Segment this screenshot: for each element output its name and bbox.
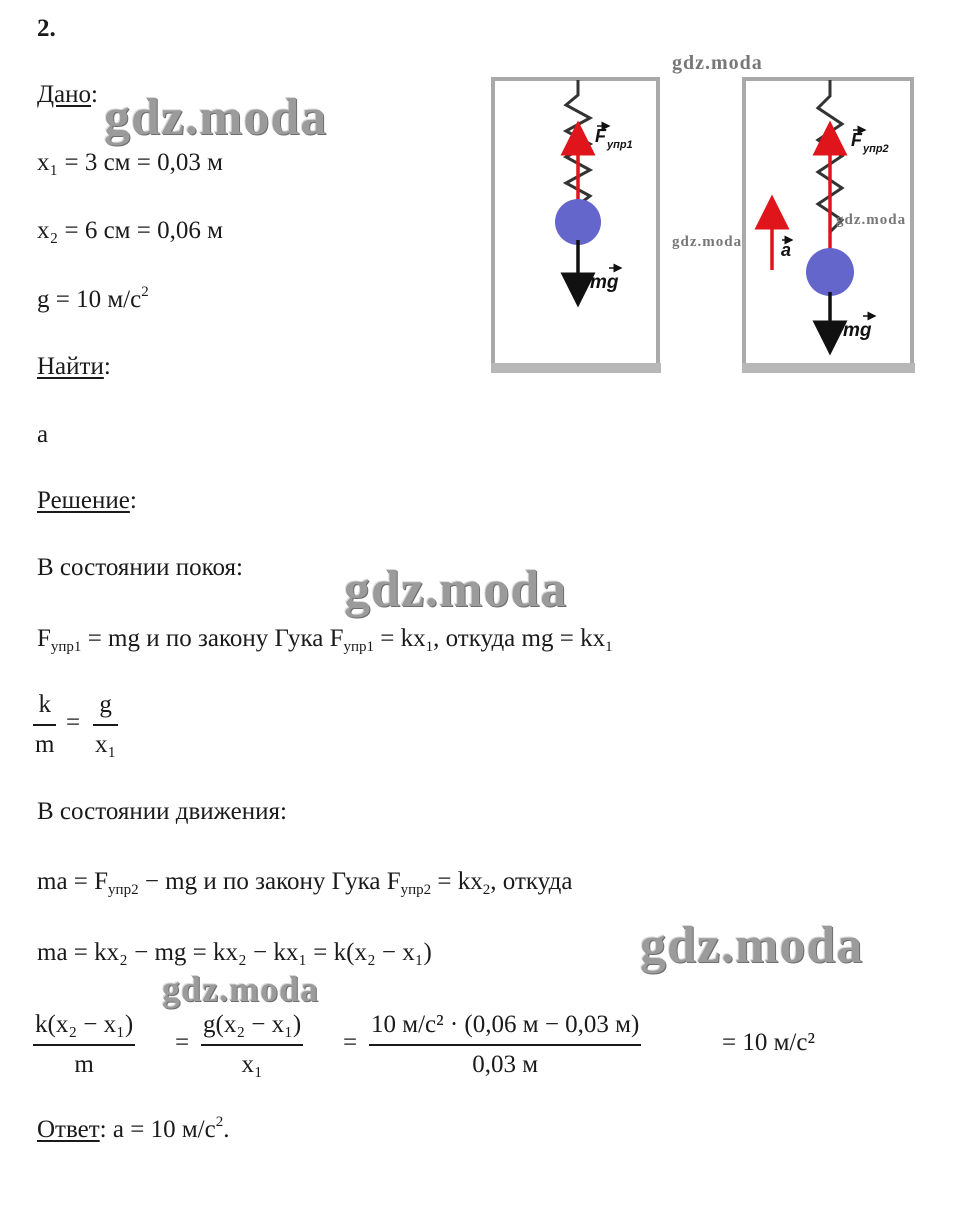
watermark-7: gdz.moda bbox=[162, 969, 320, 1009]
given-label: Дано: bbox=[37, 81, 98, 108]
rest-equation: $F_{упр1}$ = mg и по закону Гука $F_{упр1} = kx_1$, откуда mg = $kx_1$ bbox=[37, 625, 613, 655]
solution-label: Решение: bbox=[37, 487, 137, 514]
watermark-5: gdz.moda bbox=[344, 561, 568, 618]
motion-equation-1: ma = $F_{упр2}$ − mg и по закону Гука $F_{упр2} = kx_2$, откуда bbox=[37, 868, 573, 898]
given-g: g = 10 $м/с^2$ bbox=[37, 284, 149, 313]
left-force-sub: упр1 bbox=[607, 139, 633, 151]
final-fraction-3: 10 м/с² · (0,06 м − 0,03 м) 0,03 м bbox=[371, 1011, 640, 1078]
left-ball bbox=[555, 199, 601, 245]
watermark-4: gdz.moda bbox=[836, 212, 907, 228]
answer: Ответ: a = 10 $м/с^2$. bbox=[37, 1114, 230, 1143]
final-equals-2: = bbox=[343, 1029, 358, 1056]
task-number: 2. bbox=[37, 15, 56, 42]
ratio-k-m: k m bbox=[35, 691, 55, 758]
find-label: Найти: bbox=[37, 353, 111, 380]
motion-heading: В состоянии движения: bbox=[37, 798, 287, 825]
given-x1: x₁ = 3 см = 0,03 м bbox=[37, 149, 223, 176]
right-force-label: F bbox=[851, 130, 862, 150]
ratio-g-x1: g x₁ bbox=[95, 691, 117, 758]
right-force-sub: упр2 bbox=[863, 143, 889, 155]
watermark-6: gdz.moda bbox=[640, 917, 864, 974]
ratio-equals: = bbox=[66, 709, 81, 736]
find-value: a bbox=[37, 421, 49, 448]
watermark-2: gdz.moda bbox=[672, 52, 763, 74]
final-fraction-2: g(x₂ − x₁) x₁ bbox=[203, 1011, 302, 1078]
final-equals-1: = bbox=[175, 1029, 190, 1056]
accel-label: a bbox=[781, 240, 792, 260]
right-ball bbox=[806, 248, 854, 296]
left-weight-label: mg bbox=[590, 272, 619, 293]
final-fraction-1: k(x₂ − x₁) m bbox=[35, 1011, 134, 1078]
right-weight-label: mg bbox=[843, 320, 872, 341]
rest-heading: В состоянии покоя: bbox=[37, 554, 243, 581]
watermark-1: gdz.moda bbox=[104, 89, 328, 146]
given-x2: x₂ = 6 см = 0,06 м bbox=[37, 217, 223, 244]
final-result: = 10 м/с² bbox=[722, 1029, 815, 1056]
left-force-label: F bbox=[595, 126, 606, 146]
watermark-3: gdz.moda bbox=[672, 234, 743, 250]
motion-equation-2: ma = kx₂ − mg = kx₂ − kx₁ = k(x₂ − x₁) bbox=[37, 939, 432, 966]
